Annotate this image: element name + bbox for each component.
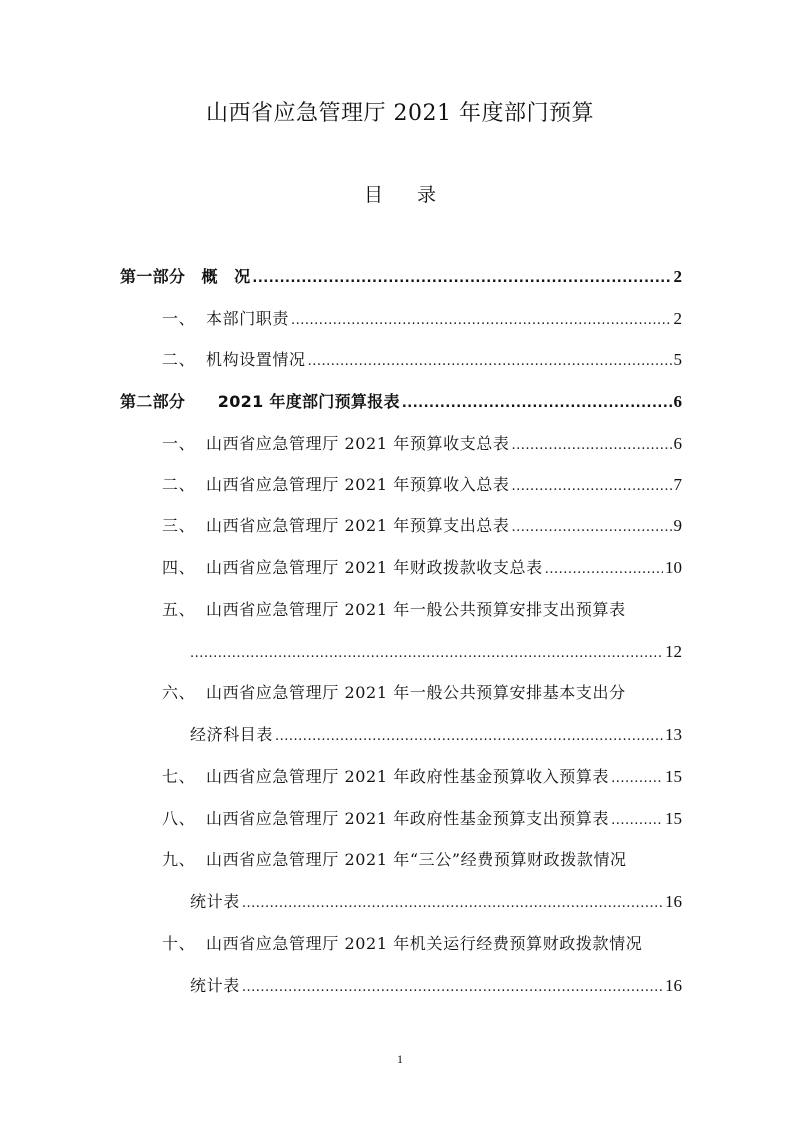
toc-entry-label: 第二部分 2021 年度部门预算报表 xyxy=(120,392,400,411)
toc-leader xyxy=(512,472,672,500)
toc-leader xyxy=(242,889,663,917)
toc-leader xyxy=(252,264,671,292)
toc-entry-label: 第一部分 概 况 xyxy=(120,267,251,286)
toc-entry-page: 15 xyxy=(665,809,682,828)
toc-entry-label-cont: 统计表 xyxy=(190,892,240,911)
toc-leader xyxy=(190,639,663,667)
toc-entry-page: 5 xyxy=(673,350,682,369)
toc-entry-number: 八、 xyxy=(162,809,196,828)
toc-entry-item6-continuation[interactable] xyxy=(190,722,682,748)
toc-entry-number: 十、 xyxy=(162,934,196,953)
toc-entry-page: 15 xyxy=(665,767,682,786)
toc-entry-page: 6 xyxy=(673,392,682,411)
footer-page-number: 1 xyxy=(397,1052,403,1066)
toc-entry-item1[interactable] xyxy=(162,431,682,457)
toc-entry-label: 山西省应急管理厅 2021 年财政拨款收支总表 xyxy=(206,558,543,577)
toc-entry-label: 山西省应急管理厅 2021 年“三公”经费预算财政拨款情况 xyxy=(206,850,627,869)
toc-entry-part1[interactable] xyxy=(120,264,682,290)
toc-entry-item10[interactable] xyxy=(162,931,702,957)
toc-entry-item10-continuation[interactable] xyxy=(190,973,682,999)
toc-leader xyxy=(611,764,663,792)
toc-entry-label: 本部门职责 xyxy=(206,309,290,328)
toc-heading-char-2: 录 xyxy=(417,184,437,206)
toc-entry-number: 九、 xyxy=(162,850,196,869)
toc-entry-number: 一、 xyxy=(162,309,196,328)
toc-entry-number: 六、 xyxy=(162,683,196,702)
toc-entry-page: 6 xyxy=(673,434,682,453)
toc-entry-page: 13 xyxy=(665,725,682,744)
toc-entry-item5[interactable] xyxy=(162,597,702,623)
toc-entry-number: 一、 xyxy=(162,434,196,453)
toc-entry-page: 2 xyxy=(673,309,682,328)
toc-entry-p1-item1[interactable] xyxy=(162,306,682,332)
toc-entry-label: 山西省应急管理厅 2021 年机关运行经费预算财政拨款情况 xyxy=(206,934,643,953)
toc-entry-page: 7 xyxy=(673,475,682,494)
toc-leader xyxy=(291,306,671,334)
toc-entry-label: 山西省应急管理厅 2021 年预算收支总表 xyxy=(206,434,510,453)
toc-leader xyxy=(545,555,663,583)
toc-leader xyxy=(512,513,672,541)
toc-leader xyxy=(308,347,672,375)
toc-entry-number: 二、 xyxy=(162,350,196,369)
toc-entry-number: 五、 xyxy=(162,600,196,619)
toc-leader xyxy=(402,389,672,417)
toc-entry-item5-continuation[interactable] xyxy=(190,639,682,665)
toc-leader xyxy=(275,722,663,750)
toc-entry-label: 山西省应急管理厅 2021 年一般公共预算安排基本支出分 xyxy=(206,683,626,702)
toc-entry-label: 山西省应急管理厅 2021 年政府性基金预算收入预算表 xyxy=(206,767,610,786)
toc-entry-page: 10 xyxy=(665,558,682,577)
toc-heading-char-1: 目 xyxy=(363,184,383,206)
toc-entry-number: 二、 xyxy=(162,475,196,494)
toc-entry-number: 七、 xyxy=(162,767,196,786)
toc-entry-item8[interactable] xyxy=(162,806,682,832)
toc-entry-p1-item2[interactable] xyxy=(162,347,682,373)
toc-entry-label: 山西省应急管理厅 2021 年政府性基金预算支出预算表 xyxy=(206,809,610,828)
toc-leader xyxy=(611,806,663,834)
toc-entry-number: 四、 xyxy=(162,558,196,577)
toc-entry-label-cont: 经济科目表 xyxy=(190,725,274,744)
toc-entry-label: 山西省应急管理厅 2021 年预算收入总表 xyxy=(206,475,510,494)
toc-entry-label: 山西省应急管理厅 2021 年预算支出总表 xyxy=(206,516,510,535)
toc-entry-item3[interactable] xyxy=(162,513,682,539)
document-title: 山西省应急管理厅 2021 年度部门预算 xyxy=(206,101,594,126)
toc-leader xyxy=(512,431,672,459)
toc-entry-label-cont: 统计表 xyxy=(190,976,240,995)
toc-entry-part2[interactable] xyxy=(120,389,682,415)
toc-leader xyxy=(242,973,663,1001)
toc-entry-item9[interactable] xyxy=(162,847,702,873)
toc-entry-page: 2 xyxy=(673,267,682,286)
toc-entry-label: 机构设置情况 xyxy=(206,350,306,369)
toc-entry-item7[interactable] xyxy=(162,764,682,790)
toc-entry-page: 16 xyxy=(665,892,682,911)
toc-entry-page: 12 xyxy=(665,642,682,661)
toc-entry-item2[interactable] xyxy=(162,472,682,498)
toc-entry-item6[interactable] xyxy=(162,680,702,706)
toc-entry-page: 9 xyxy=(673,516,682,535)
toc-entry-item9-continuation[interactable] xyxy=(190,889,682,915)
toc-entry-page: 16 xyxy=(665,976,682,995)
toc-entry-label: 山西省应急管理厅 2021 年一般公共预算安排支出预算表 xyxy=(206,600,626,619)
toc-entry-item4[interactable] xyxy=(162,555,682,581)
toc-entry-number: 三、 xyxy=(162,516,196,535)
